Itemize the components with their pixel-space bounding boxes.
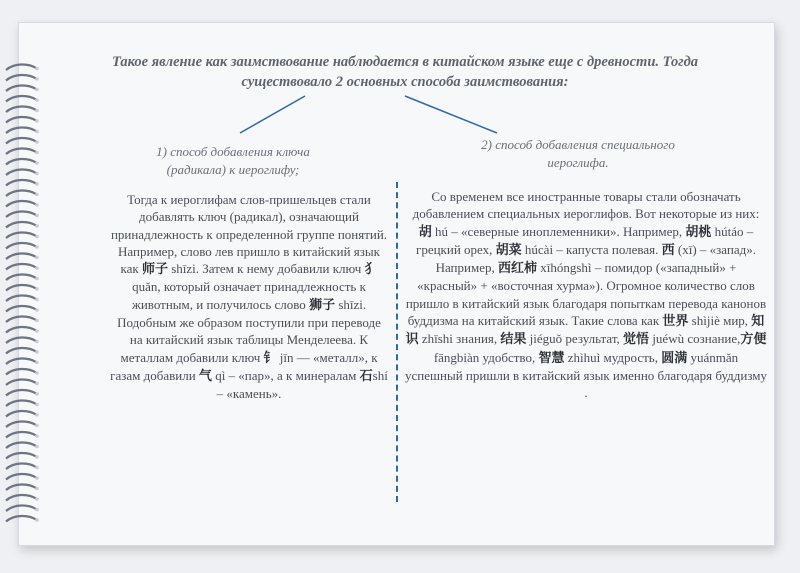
- text-run: shīzi. Подобным же образом поступили при переводе на китайский язык таблицы Менделеева. К металлам добавили ключ: [117, 296, 381, 365]
- text-run: qì – «пар», а к минералам: [211, 367, 360, 383]
- text-run: hútáo – грецкий орех,: [416, 223, 754, 257]
- arrow-left: [240, 96, 305, 133]
- chinese-characters: 狮子: [309, 297, 336, 313]
- chinese-characters: 知识: [405, 314, 765, 348]
- chinese-characters: 方便: [740, 332, 767, 348]
- text-run: jiéguǒ результат,: [526, 331, 624, 347]
- chinese-characters: 智慧: [538, 350, 565, 366]
- chinese-characters: 胡桃: [685, 224, 712, 240]
- chinese-characters: 西红柿: [497, 261, 537, 277]
- right-column-text: [405, 188, 767, 402]
- text-run: Тогда к иероглифам слов-пришельцев стали добавлять ключ (радикал), означающий принадлежность к определенной группе понятий. Например, слово лев пришло в китайский язык как: [110, 192, 388, 277]
- chinese-characters: 世界: [662, 314, 689, 330]
- arrow-right: [405, 96, 497, 133]
- chinese-characters: 觉悟: [623, 332, 650, 348]
- text-run: hú – «северные иноплеменники». Например,: [431, 223, 686, 239]
- chinese-characters: 犭: [364, 262, 378, 278]
- text-run: húcài – капуста полевая.: [521, 241, 662, 257]
- chinese-characters: 气: [198, 368, 212, 384]
- left-column-text: [110, 191, 388, 403]
- method2-heading: 2) способ добавления специального иероглифа.: [481, 137, 675, 170]
- chinese-characters: 西: [661, 242, 675, 258]
- text-run: Со временем все иностранные товары стали обозначать добавлением специальных иероглифов. Вот некоторые из них:: [412, 189, 760, 222]
- text-run: yuánmǎn успешный пришли в китайский язык именно благодаря буддизму .: [405, 349, 767, 401]
- text-run: shīzi. Затем к нему добавили ключ: [167, 261, 365, 277]
- text-run: (xī) – «запад». Например,: [435, 241, 756, 276]
- text-run: zhìhuì мудрость,: [564, 349, 662, 365]
- chinese-characters: 石: [359, 368, 373, 384]
- chinese-characters: 圆满: [661, 350, 688, 366]
- chinese-characters: 结果: [500, 332, 527, 348]
- text-run: shí – «камень».: [216, 367, 388, 402]
- chinese-characters: 胡菜: [495, 242, 522, 258]
- column-divider: [396, 182, 398, 502]
- chinese-characters: 胡: [418, 224, 432, 240]
- chinese-characters: 师子: [141, 262, 168, 278]
- text-run: juéwù сознание,: [649, 331, 741, 347]
- page-title: Такое явление как заимствование наблюдается в китайском языке еще с древности. Тогда существовало 2 основных способа заимствования:: [111, 54, 699, 90]
- method1-heading: 1) способ добавления ключа (радикала) к иероглифу;: [156, 144, 310, 177]
- text-run: zhīshi знания,: [418, 331, 501, 347]
- text-run: quǎn, который означает принадлежность к животным, и получилось слово: [131, 279, 366, 312]
- text-run: fāngbiàn удобство,: [433, 349, 539, 365]
- text-run: shìjiè мир,: [688, 313, 752, 329]
- text-run: jīn — «металл», к газам добавили: [110, 349, 378, 383]
- chinese-characters: 钅: [263, 350, 277, 366]
- text-run: xīhóngshì – помидор («западный» + «красный» + «восточная хурма»). Огромное количество слов пришло в китайский язык благодаря попыткам перевода канонов буддизма на китайский язык. Такие слова как: [405, 260, 767, 329]
